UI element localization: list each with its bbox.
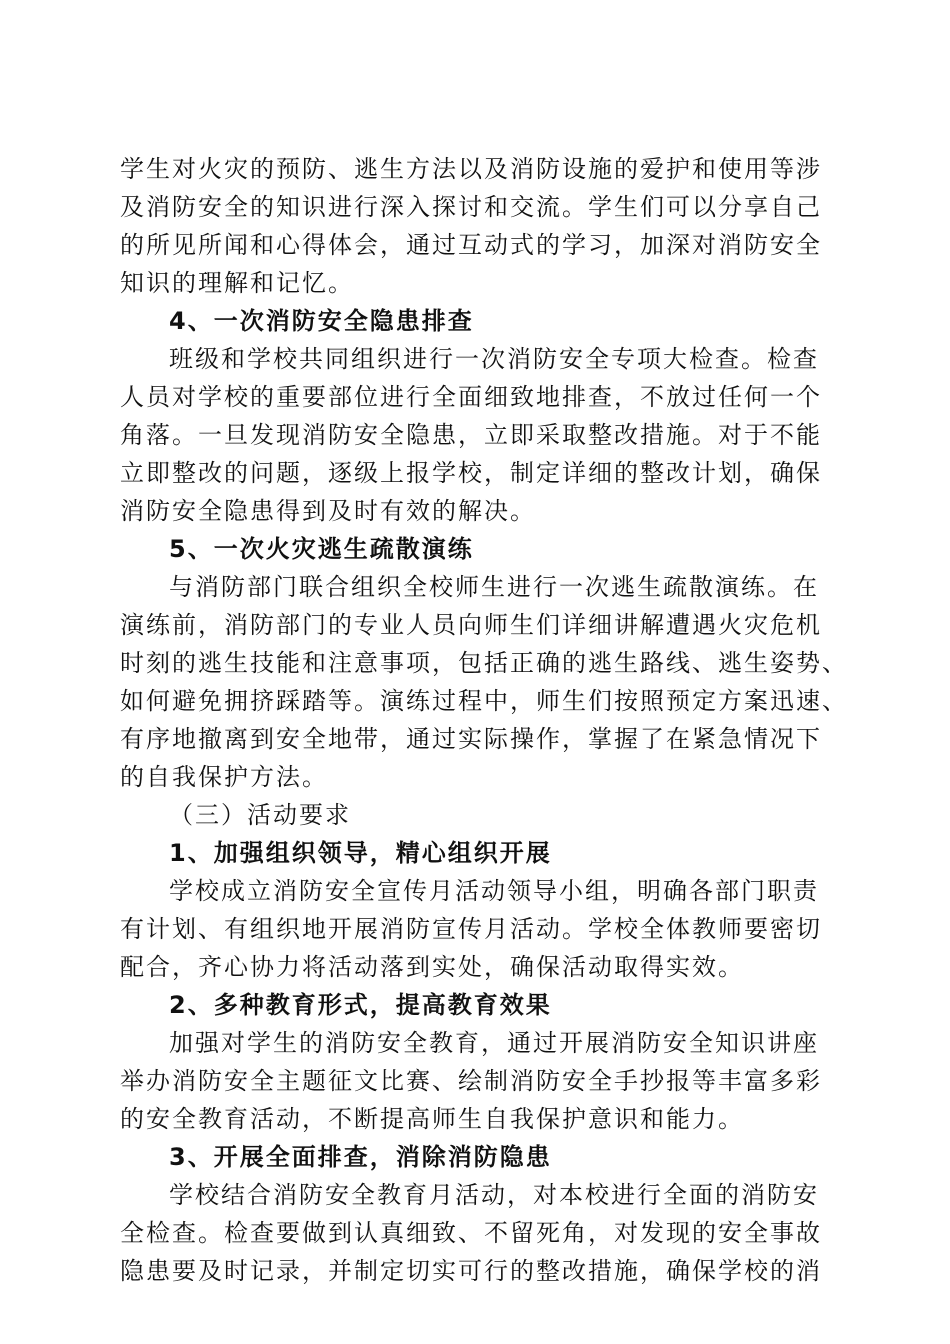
section-heading: 5、一次火灾逃生疏散演练 xyxy=(169,535,474,563)
body-line: 时刻的逃生技能和注意事项，包括正确的逃生路线、逃生姿势、 xyxy=(120,649,848,677)
paragraph-first-line: 与消防部门联合组织全校师生进行一次逃生疏散演练。在 xyxy=(169,573,819,601)
body-line: 有序地撤离到安全地带，通过实际操作，掌握了在紧急情况下 xyxy=(120,725,822,753)
body-line: 举办消防安全主题征文比赛、绘制消防安全手抄报等丰富多彩 xyxy=(120,1067,822,1095)
body-line: 全检查。检查要做到认真细致、不留死角，对发现的安全事故 xyxy=(120,1219,822,1247)
body-line: 学生对火灾的预防、逃生方法以及消防设施的爱护和使用等涉 xyxy=(120,155,822,183)
section-heading: 2、多种教育形式，提高教育效果 xyxy=(169,991,552,1019)
body-line: 如何避免拥挤踩踏等。演练过程中，师生们按照预定方案迅速、 xyxy=(120,687,848,715)
body-line: 隐患要及时记录，并制定切实可行的整改措施，确保学校的消 xyxy=(120,1257,822,1285)
body-line: 人员对学校的重要部位进行全面细致地排查，不放过任何一个 xyxy=(120,383,822,411)
body-line: 知识的理解和记忆。 xyxy=(120,269,354,297)
body-line: 立即整改的问题，逐级上报学校，制定详细的整改计划，确保 xyxy=(120,459,822,487)
document-body xyxy=(120,150,848,1290)
body-line: 配合，齐心协力将活动落到实处，确保活动取得实效。 xyxy=(120,953,744,981)
body-line: 演练前，消防部门的专业人员向师生们详细讲解遭遇火灾危机 xyxy=(120,611,822,639)
body-line: 角落。一旦发现消防安全隐患，立即采取整改措施。对于不能 xyxy=(120,421,822,449)
section-heading: 4、一次消防安全隐患排查 xyxy=(169,307,474,335)
body-line: 消防安全隐患得到及时有效的解决。 xyxy=(120,497,536,525)
body-line: 的自我保护方法。 xyxy=(120,763,328,791)
part-heading: （三）活动要求 xyxy=(169,801,351,829)
paragraph-first-line: 学校成立消防安全宣传月活动领导小组，明确各部门职责 xyxy=(169,877,819,905)
body-line: 及消防安全的知识进行深入探讨和交流。学生们可以分享自己 xyxy=(120,193,822,221)
paragraph-first-line: 学校结合消防安全教育月活动，对本校进行全面的消防安 xyxy=(169,1181,819,1209)
section-heading: 3、开展全面排查，消除消防隐患 xyxy=(169,1143,552,1171)
body-line: 的安全教育活动，不断提高师生自我保护意识和能力。 xyxy=(120,1105,744,1133)
paragraph-first-line: 班级和学校共同组织进行一次消防安全专项大检查。检查 xyxy=(169,345,819,373)
body-line: 的所见所闻和心得体会，通过互动式的学习，加深对消防安全 xyxy=(120,231,822,259)
paragraph-first-line: 加强对学生的消防安全教育，通过开展消防安全知识讲座 xyxy=(169,1029,819,1057)
section-heading: 1、加强组织领导，精心组织开展 xyxy=(169,839,552,867)
body-line: 有计划、有组织地开展消防宣传月活动。学校全体教师要密切 xyxy=(120,915,822,943)
